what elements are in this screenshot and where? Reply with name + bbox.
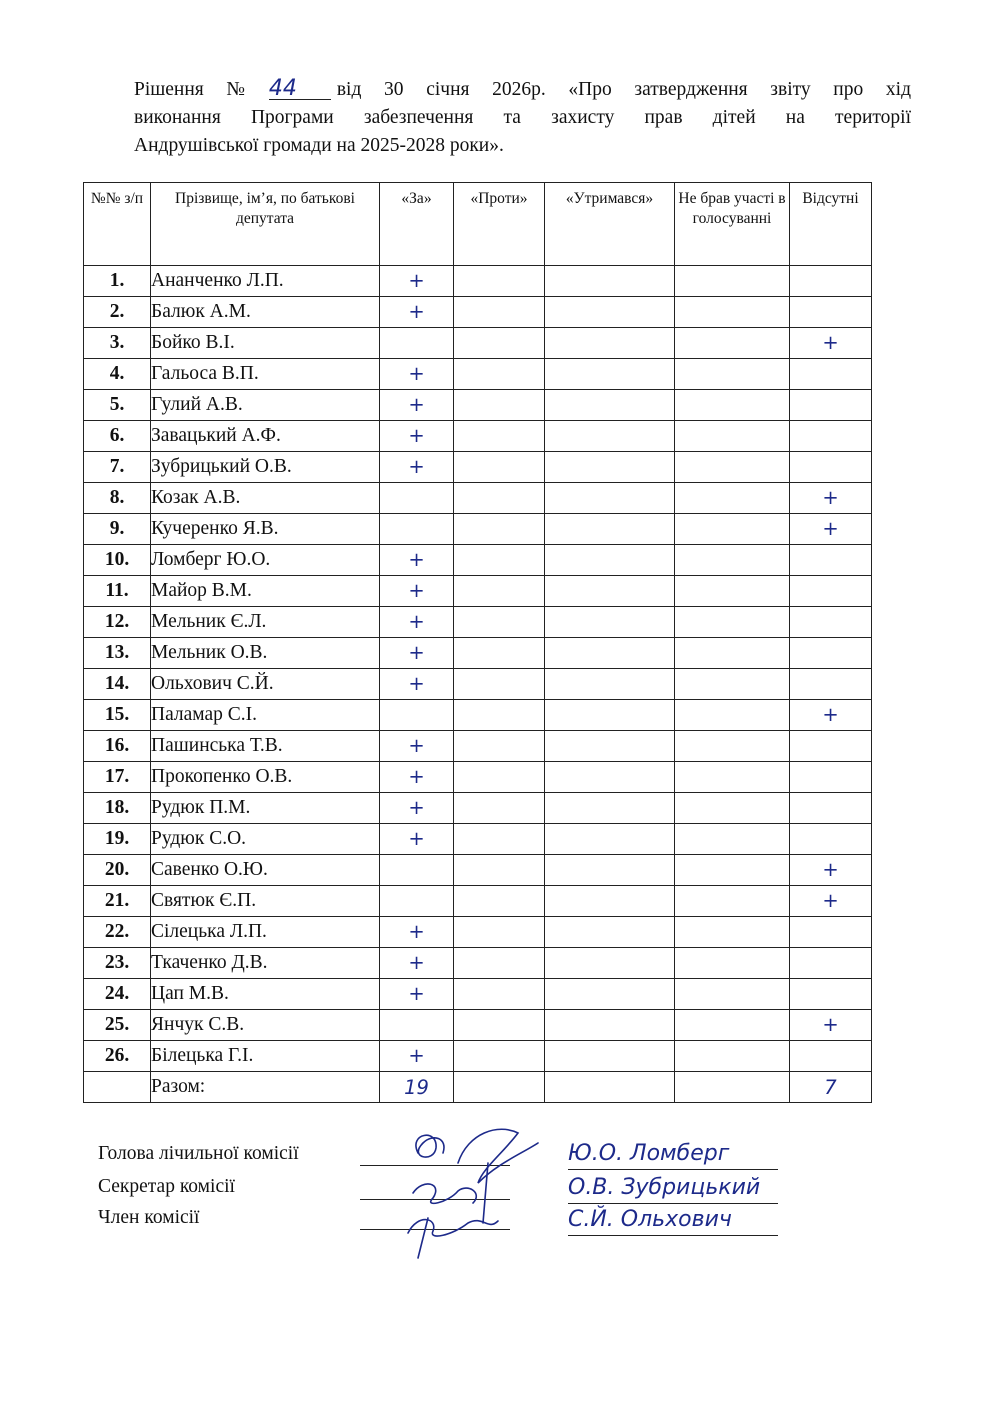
vote-cell-abstain (545, 948, 675, 979)
vote-cell-abstain (545, 297, 675, 328)
deputy-name: Цап М.В. (151, 979, 380, 1010)
vote-mark-for: + (380, 359, 454, 390)
table-header-row (84, 183, 872, 266)
row-number: 10. (84, 545, 151, 576)
vote-cell-abstain (545, 917, 675, 948)
row-number: 11. (84, 576, 151, 607)
header-not-voting: Не брав участі в голосуванні (675, 183, 790, 266)
vote-cell-against (454, 452, 545, 483)
vote-mark-for: + (380, 917, 454, 948)
vote-cell-against (454, 545, 545, 576)
deputy-name: Майор В.М. (151, 576, 380, 607)
vote-cell-abstain (545, 855, 675, 886)
vote-cell-not-voting (675, 824, 790, 855)
vote-cell-not-voting (675, 359, 790, 390)
chair-name: Ю.О. Ломберг (568, 1141, 730, 1166)
vote-mark-for: + (380, 452, 454, 483)
vote-cell-not-voting (675, 328, 790, 359)
decision-header (134, 76, 911, 160)
deputy-name: Прокопенко О.В. (151, 762, 380, 793)
vote-cell-abstain (545, 607, 675, 638)
vote-cell-abstain (545, 266, 675, 297)
total-absent: 7 (790, 1072, 872, 1103)
vote-mark-absent: + (790, 886, 872, 917)
vote-cell-not-voting (675, 917, 790, 948)
deputy-name: Сілецька Л.П. (151, 917, 380, 948)
vote-mark-absent: + (790, 855, 872, 886)
row-number: 24. (84, 979, 151, 1010)
vote-mark-for: + (380, 297, 454, 328)
vote-cell-not-voting (675, 669, 790, 700)
vote-cell-absent (790, 948, 872, 979)
vote-cell-abstain (545, 886, 675, 917)
member-name: С.Й. Ольхович (568, 1207, 732, 1232)
vote-mark-for: + (380, 979, 454, 1010)
vote-cell-abstain (545, 762, 675, 793)
decision-line-3: Андрушівської громади на 2025-2028 роки». (134, 135, 504, 156)
vote-mark-for: + (380, 638, 454, 669)
table-row (84, 452, 872, 483)
row-number: 8. (84, 483, 151, 514)
vote-cell-absent (790, 979, 872, 1010)
row-number: 17. (84, 762, 151, 793)
vote-cell-not-voting (675, 1041, 790, 1072)
table-row (84, 731, 872, 762)
total-row (84, 1072, 872, 1103)
vote-mark-for: + (380, 824, 454, 855)
row-number: 14. (84, 669, 151, 700)
row-number: 4. (84, 359, 151, 390)
vote-cell-abstain (545, 483, 675, 514)
deputy-name: Ананченко Л.П. (151, 266, 380, 297)
vote-mark-absent: + (790, 483, 872, 514)
vote-cell-absent (790, 359, 872, 390)
vote-cell-absent (790, 390, 872, 421)
vote-cell-abstain (545, 576, 675, 607)
vote-cell-against (454, 731, 545, 762)
deputy-name: Мельник О.В. (151, 638, 380, 669)
vote-cell-not-voting (675, 1010, 790, 1041)
vote-cell-not-voting (675, 855, 790, 886)
deputy-name: Ольхович С.Й. (151, 669, 380, 700)
row-number: 13. (84, 638, 151, 669)
vote-cell-not-voting (675, 700, 790, 731)
vote-cell-not-voting (675, 452, 790, 483)
row-number: 22. (84, 917, 151, 948)
vote-cell-absent (790, 545, 872, 576)
decision-line-2: виконання Програми забезпечення та захисту прав дітей на території (134, 107, 911, 128)
vote-cell-absent (790, 638, 872, 669)
vote-cell-not-voting (675, 514, 790, 545)
secretary-label: Секретар комісії (98, 1176, 235, 1197)
table-row (84, 359, 872, 390)
table-row (84, 638, 872, 669)
vote-cell-not-voting (675, 886, 790, 917)
vote-cell-for (380, 1010, 454, 1041)
vote-cell-against (454, 297, 545, 328)
table-row (84, 607, 872, 638)
vote-cell-against (454, 979, 545, 1010)
vote-cell-abstain (545, 731, 675, 762)
deputy-name: Зубрицький О.В. (151, 452, 380, 483)
vote-cell-against (454, 607, 545, 638)
table-row (84, 1041, 872, 1072)
vote-cell-against (454, 266, 545, 297)
vote-cell-against (454, 421, 545, 452)
vote-cell-not-voting (675, 421, 790, 452)
deputy-name: Бойко В.І. (151, 328, 380, 359)
vote-cell-absent (790, 731, 872, 762)
vote-cell-against (454, 576, 545, 607)
vote-cell-abstain (545, 514, 675, 545)
vote-cell-against (454, 390, 545, 421)
vote-cell-against (454, 762, 545, 793)
vote-cell-absent (790, 824, 872, 855)
vote-cell-against (454, 793, 545, 824)
total-not-voting (675, 1072, 790, 1103)
vote-cell-abstain (545, 1010, 675, 1041)
vote-cell-against (454, 700, 545, 731)
vote-cell-against (454, 669, 545, 700)
vote-cell-absent (790, 576, 872, 607)
deputy-name: Святюк Є.П. (151, 886, 380, 917)
vote-cell-not-voting (675, 576, 790, 607)
vote-cell-against (454, 638, 545, 669)
table-row (84, 979, 872, 1010)
decision-prefix: Рішення № (134, 79, 263, 100)
vote-cell-not-voting (675, 297, 790, 328)
vote-cell-not-voting (675, 483, 790, 514)
table-row (84, 762, 872, 793)
vote-cell-against (454, 886, 545, 917)
table-row (84, 483, 872, 514)
table-row (84, 421, 872, 452)
row-number: 19. (84, 824, 151, 855)
table-row (84, 824, 872, 855)
row-number: 3. (84, 328, 151, 359)
vote-cell-against (454, 948, 545, 979)
deputy-name: Білецька Г.І. (151, 1041, 380, 1072)
vote-cell-abstain (545, 328, 675, 359)
deputy-name: Пашинська Т.В. (151, 731, 380, 762)
vote-cell-not-voting (675, 793, 790, 824)
deputy-name: Балюк А.М. (151, 297, 380, 328)
table-row (84, 390, 872, 421)
deputy-name: Савенко О.Ю. (151, 855, 380, 886)
deputy-name: Завацький А.Ф. (151, 421, 380, 452)
header-name: Прізвище, ім’я, по батькові депутата (151, 183, 380, 266)
vote-mark-for: + (380, 1041, 454, 1072)
table-row (84, 886, 872, 917)
vote-cell-abstain (545, 359, 675, 390)
vote-mark-absent: + (790, 328, 872, 359)
vote-mark-for: + (380, 266, 454, 297)
table-row (84, 855, 872, 886)
header-abstain: «Утримався» (545, 183, 675, 266)
table-row (84, 328, 872, 359)
table-row (84, 297, 872, 328)
deputy-name: Рудюк П.М. (151, 793, 380, 824)
row-number: 12. (84, 607, 151, 638)
commission-signatures (98, 1141, 838, 1281)
vote-mark-absent: + (790, 1010, 872, 1041)
voting-table (83, 182, 872, 1103)
vote-cell-for (380, 328, 454, 359)
row-number: 16. (84, 731, 151, 762)
table-row (84, 793, 872, 824)
total-against (454, 1072, 545, 1103)
member-label: Член комісії (98, 1207, 200, 1228)
table-row (84, 514, 872, 545)
deputy-name: Ткаченко Д.В. (151, 948, 380, 979)
vote-mark-for: + (380, 421, 454, 452)
vote-cell-absent (790, 1041, 872, 1072)
vote-cell-for (380, 886, 454, 917)
vote-mark-for: + (380, 607, 454, 638)
table-row (84, 266, 872, 297)
header-against: «Проти» (454, 183, 545, 266)
row-number: 20. (84, 855, 151, 886)
vote-cell-abstain (545, 452, 675, 483)
secretary-name-line (568, 1203, 778, 1204)
deputy-name: Кучеренко Я.В. (151, 514, 380, 545)
table-row (84, 700, 872, 731)
vote-cell-absent (790, 793, 872, 824)
vote-cell-abstain (545, 545, 675, 576)
total-num-cell (84, 1072, 151, 1103)
row-number: 23. (84, 948, 151, 979)
vote-mark-for: + (380, 545, 454, 576)
deputy-name: Гулий А.В. (151, 390, 380, 421)
row-number: 5. (84, 390, 151, 421)
row-number: 25. (84, 1010, 151, 1041)
vote-mark-for: + (380, 762, 454, 793)
vote-cell-against (454, 483, 545, 514)
vote-cell-abstain (545, 421, 675, 452)
total-label: Разом: (151, 1072, 380, 1103)
vote-cell-not-voting (675, 390, 790, 421)
vote-cell-for (380, 700, 454, 731)
vote-cell-against (454, 328, 545, 359)
vote-cell-not-voting (675, 731, 790, 762)
deputy-name: Мельник Є.Л. (151, 607, 380, 638)
vote-cell-against (454, 514, 545, 545)
decision-number: 44 (269, 79, 331, 100)
header-num: №№ з/п (84, 183, 151, 266)
deputy-name: Паламар С.І. (151, 700, 380, 731)
vote-cell-abstain (545, 824, 675, 855)
decision-line1-text: від 30 січня 2026р. «Про затвердження звіту про хід (336, 79, 911, 100)
handwritten-signatures (388, 1123, 568, 1263)
header-absent: Відсутні (790, 183, 872, 266)
vote-cell-for (380, 855, 454, 886)
vote-mark-for: + (380, 390, 454, 421)
table-row (84, 948, 872, 979)
vote-cell-abstain (545, 390, 675, 421)
vote-cell-for (380, 514, 454, 545)
vote-cell-absent (790, 607, 872, 638)
row-number: 18. (84, 793, 151, 824)
vote-cell-abstain (545, 669, 675, 700)
decision-line-1 (134, 76, 911, 104)
row-number: 2. (84, 297, 151, 328)
vote-cell-against (454, 824, 545, 855)
vote-cell-not-voting (675, 948, 790, 979)
deputy-name: Ломберг Ю.О. (151, 545, 380, 576)
vote-cell-against (454, 855, 545, 886)
table-row (84, 576, 872, 607)
vote-cell-abstain (545, 638, 675, 669)
table-row (84, 669, 872, 700)
vote-cell-against (454, 1041, 545, 1072)
deputy-name: Янчук С.В. (151, 1010, 380, 1041)
total-for: 19 (380, 1072, 454, 1103)
chair-name-line (568, 1169, 778, 1170)
vote-cell-absent (790, 297, 872, 328)
vote-cell-not-voting (675, 979, 790, 1010)
secretary-name: О.В. Зубрицький (568, 1175, 761, 1200)
vote-cell-absent (790, 421, 872, 452)
table-row (84, 545, 872, 576)
deputy-name: Гальоса В.П. (151, 359, 380, 390)
vote-cell-not-voting (675, 638, 790, 669)
vote-cell-not-voting (675, 545, 790, 576)
vote-rows (84, 266, 872, 1072)
vote-cell-absent (790, 452, 872, 483)
vote-cell-absent (790, 266, 872, 297)
header-for: «За» (380, 183, 454, 266)
row-number: 26. (84, 1041, 151, 1072)
vote-cell-against (454, 1010, 545, 1041)
vote-cell-abstain (545, 793, 675, 824)
chair-label: Голова лічильної комісії (98, 1143, 299, 1164)
total-abstain (545, 1072, 675, 1103)
table-row (84, 1010, 872, 1041)
row-number: 7. (84, 452, 151, 483)
vote-mark-for: + (380, 731, 454, 762)
vote-cell-abstain (545, 1041, 675, 1072)
vote-mark-for: + (380, 669, 454, 700)
vote-cell-against (454, 917, 545, 948)
vote-cell-absent (790, 762, 872, 793)
vote-cell-against (454, 359, 545, 390)
row-number: 6. (84, 421, 151, 452)
deputy-name: Рудюк С.О. (151, 824, 380, 855)
vote-mark-absent: + (790, 514, 872, 545)
table-row (84, 917, 872, 948)
row-number: 9. (84, 514, 151, 545)
vote-cell-not-voting (675, 607, 790, 638)
vote-mark-for: + (380, 576, 454, 607)
vote-mark-absent: + (790, 700, 872, 731)
vote-cell-for (380, 483, 454, 514)
vote-mark-for: + (380, 948, 454, 979)
vote-cell-not-voting (675, 762, 790, 793)
vote-cell-not-voting (675, 266, 790, 297)
vote-cell-abstain (545, 700, 675, 731)
row-number: 15. (84, 700, 151, 731)
row-number: 21. (84, 886, 151, 917)
vote-cell-absent (790, 669, 872, 700)
member-name-line (568, 1235, 778, 1236)
vote-mark-for: + (380, 793, 454, 824)
vote-cell-abstain (545, 979, 675, 1010)
vote-cell-absent (790, 917, 872, 948)
row-number: 1. (84, 266, 151, 297)
deputy-name: Козак А.В. (151, 483, 380, 514)
